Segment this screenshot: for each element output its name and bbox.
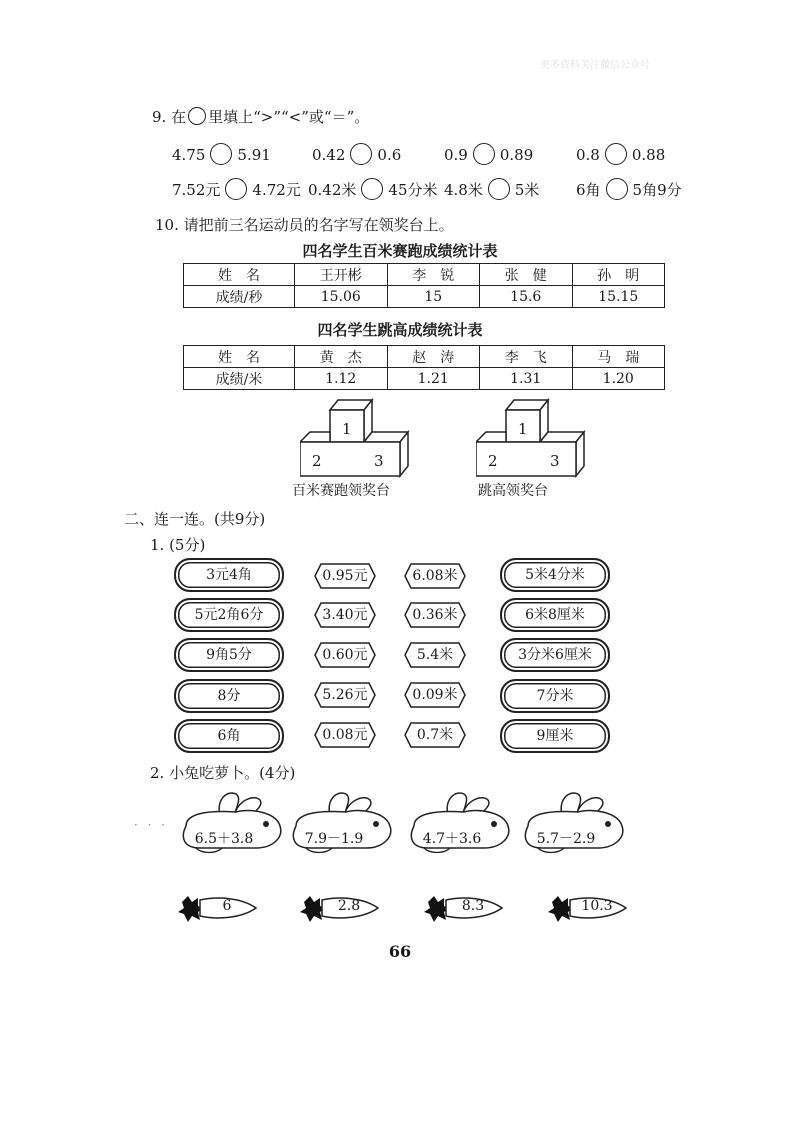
length-card[interactable]: 9厘米 — [500, 719, 610, 753]
comparison-item — [444, 143, 533, 165]
card-label: 5.26元 — [322, 687, 368, 703]
rabbit-expression: 4.7＋3.6 — [422, 831, 482, 847]
comparison-right: 5.91 — [237, 146, 271, 164]
money-card[interactable]: 3元4角 — [174, 558, 284, 592]
subquestion-2-title: 2. 小兔吃萝卜。(4分) — [150, 764, 296, 782]
comparison-left: 0.8 — [576, 146, 600, 164]
sprint-score-table — [183, 263, 665, 308]
subquestion-1-title: 1. (5分) — [150, 536, 206, 554]
decimal-yuan-card[interactable] — [314, 602, 376, 628]
student-score: 15.6 — [480, 286, 573, 308]
question-9-suffix: 里填上“>”“<”或“＝”。 — [208, 108, 370, 126]
decimal-meter-card[interactable] — [404, 642, 466, 668]
length-card[interactable]: 5米4分米 — [500, 558, 610, 592]
row-label: 成绩/米 — [184, 368, 295, 390]
table-row — [184, 346, 665, 368]
card-label: 5.4米 — [416, 647, 454, 663]
answer-circle[interactable] — [225, 178, 247, 200]
comparison-right: 4.72元 — [252, 181, 301, 199]
row-label: 姓 名 — [184, 346, 295, 368]
student-score: 1.12 — [295, 368, 388, 390]
card-label: 0.60元 — [322, 647, 368, 663]
answer-circle[interactable] — [605, 143, 627, 165]
decimal-yuan-card[interactable] — [314, 682, 376, 708]
answer-circle[interactable] — [488, 178, 510, 200]
answer-circle[interactable] — [361, 178, 383, 200]
money-card[interactable]: 9角5分 — [174, 638, 284, 672]
student-name: 赵 涛 — [387, 346, 480, 368]
rabbit-expression: 5.7－2.9 — [536, 831, 596, 847]
money-card[interactable]: 8分 — [174, 679, 284, 713]
comparison-item — [576, 143, 665, 165]
comparison-item — [308, 178, 438, 200]
carrot-card[interactable] — [178, 894, 258, 922]
comparison-right: 45分米 — [388, 181, 438, 199]
length-card[interactable]: 7分米 — [500, 679, 610, 713]
comparison-left: 4.75 — [172, 146, 206, 164]
student-name: 李 飞 — [480, 346, 573, 368]
blank-circle-icon — [188, 107, 206, 125]
comparison-item — [576, 178, 682, 200]
row-label: 成绩/秒 — [184, 286, 295, 308]
carrot-value: 6 — [222, 898, 232, 914]
student-score: 1.31 — [480, 368, 573, 390]
rabbit-expression: 7.9－1.9 — [304, 831, 364, 847]
rabbit-card[interactable] — [286, 786, 398, 856]
carrot-value: 10.3 — [581, 898, 613, 914]
comparison-right: 0.89 — [499, 146, 534, 164]
rabbit-card[interactable] — [518, 786, 630, 856]
answer-circle[interactable] — [350, 143, 372, 165]
answer-circle[interactable] — [606, 178, 628, 200]
comparison-right: 0.88 — [631, 146, 666, 164]
first-place-number: 1 — [342, 420, 352, 438]
answer-circle[interactable] — [210, 143, 232, 165]
question-9-prefix: 9. 在 — [152, 108, 187, 126]
comparison-left: 0.42米 — [308, 181, 357, 199]
comparison-left: 7.52元 — [172, 181, 221, 199]
length-card[interactable]: 3分米6厘米 — [500, 638, 610, 672]
comparison-right: 5角9分 — [632, 181, 682, 199]
student-score: 1.20 — [572, 368, 665, 390]
student-score: 15 — [387, 286, 480, 308]
card-label: 0.95元 — [322, 568, 368, 584]
comparison-left: 4.8米 — [444, 181, 483, 199]
comparison-item — [172, 143, 271, 165]
money-card[interactable]: 5元2角6分 — [174, 598, 284, 632]
comparison-item — [172, 178, 301, 200]
money-card[interactable]: 6角 — [174, 719, 284, 753]
card-label: 0.36米 — [412, 607, 458, 623]
comparison-left: 0.9 — [444, 146, 468, 164]
card-label: 3.40元 — [322, 607, 368, 623]
decimal-yuan-card[interactable] — [314, 642, 376, 668]
decimal-meter-card[interactable] — [404, 682, 466, 708]
card-label: 6.08米 — [412, 568, 458, 584]
question-9-title — [152, 106, 369, 127]
student-name: 孙 明 — [572, 264, 665, 286]
carrot-value: 2.8 — [337, 898, 361, 914]
card-label: 0.7米 — [416, 727, 454, 743]
comparison-item — [444, 178, 539, 200]
page-number: 66 — [388, 942, 412, 961]
length-card[interactable]: 6米8厘米 — [500, 598, 610, 632]
table-1-title: 四名学生百米赛跑成绩统计表 — [302, 242, 498, 260]
decimal-meter-card[interactable] — [404, 722, 466, 748]
student-name: 李 锐 — [387, 264, 480, 286]
rabbit-card[interactable] — [404, 786, 516, 856]
card-label: 0.09米 — [412, 687, 458, 703]
card-label: 0.08元 — [322, 727, 368, 743]
answer-circle[interactable] — [473, 143, 495, 165]
carrot-card[interactable] — [548, 894, 628, 922]
student-name: 张 健 — [480, 264, 573, 286]
sprint-podium — [292, 398, 412, 503]
student-score: 15.15 — [572, 286, 665, 308]
carrot-card[interactable] — [424, 894, 504, 922]
second-place-number: 2 — [312, 452, 322, 470]
decimal-meter-card[interactable] — [404, 602, 466, 628]
row-label: 姓 名 — [184, 264, 295, 286]
high-jump-podium — [476, 398, 588, 503]
table-row — [184, 264, 665, 286]
section-2-title: 二、连一连。(共9分) — [124, 510, 266, 528]
dotted-mark: · · · — [134, 818, 169, 832]
comparison-left: 0.42 — [312, 146, 346, 164]
decimal-yuan-card[interactable] — [314, 563, 376, 589]
podium-caption: 跳高领奖台 — [478, 483, 548, 499]
comparison-right: 0.6 — [377, 146, 402, 164]
third-place-number: 3 — [374, 452, 384, 470]
podium-caption: 百米赛跑领奖台 — [292, 483, 390, 499]
table-2-title: 四名学生跳高成绩统计表 — [317, 321, 483, 339]
watermark: 更多资料关注微信公众号 — [540, 60, 650, 71]
carrot-value: 8.3 — [461, 898, 485, 914]
high-jump-score-table — [183, 345, 665, 390]
question-10-title: 10. 请把前三名运动员的名字写在领奖台上。 — [155, 216, 454, 234]
carrot-card[interactable] — [300, 894, 380, 922]
comparison-item — [312, 143, 401, 165]
student-name: 马 瑞 — [572, 346, 665, 368]
decimal-yuan-card[interactable] — [314, 722, 376, 748]
table-row — [184, 368, 665, 390]
decimal-meter-card[interactable] — [404, 563, 466, 589]
table-row — [184, 286, 665, 308]
first-place-number: 1 — [518, 420, 528, 438]
second-place-number: 2 — [488, 452, 498, 470]
student-name: 王开彬 — [295, 264, 388, 286]
third-place-number: 3 — [550, 452, 560, 470]
student-score: 15.06 — [295, 286, 388, 308]
rabbit-expression: 6.5＋3.8 — [194, 831, 254, 847]
student-score: 1.21 — [387, 368, 480, 390]
comparison-left: 6角 — [576, 181, 601, 199]
student-name: 黄 杰 — [295, 346, 388, 368]
comparison-right: 5米 — [514, 181, 540, 199]
rabbit-card[interactable] — [176, 786, 288, 856]
